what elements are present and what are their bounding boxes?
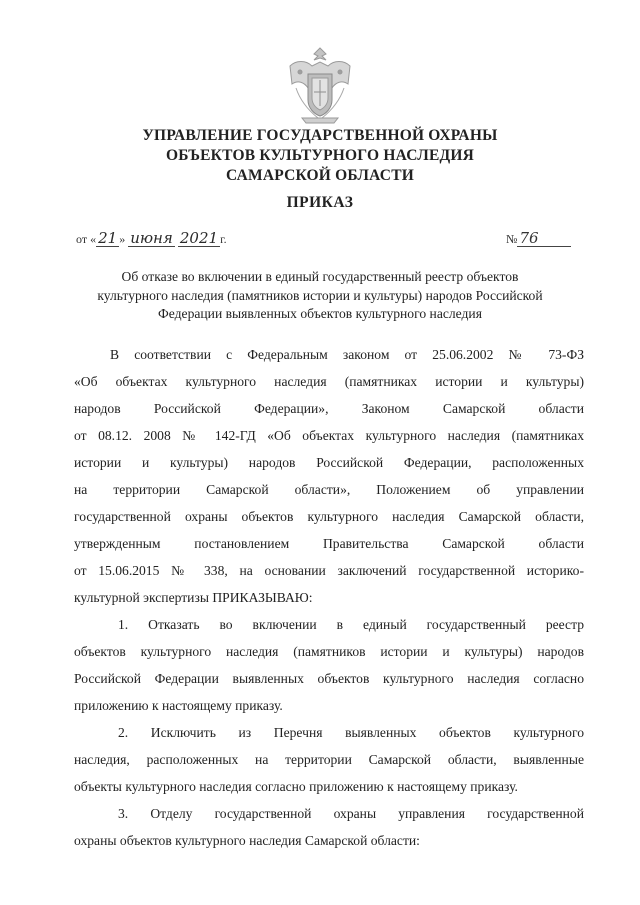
item-2-line: наследия, расположенных на территории Самарской области, выявленные bbox=[74, 752, 584, 767]
item-1-line: Российской Федерации выявленных объектов культурного наследия согласно bbox=[74, 671, 584, 686]
preamble-line: от 08.12. 2008 № 142-ГД «Об объектах культурного наследия (памятниках bbox=[74, 428, 584, 443]
date-day: 21 bbox=[98, 229, 118, 247]
order-number bbox=[506, 230, 571, 247]
preamble-line: государственной охраны объектов культурного наследия Самарской области, bbox=[74, 509, 584, 524]
order-date bbox=[76, 230, 227, 247]
number-prefix: № bbox=[506, 232, 518, 246]
preamble-line: от 15.06.2015 № 338, на основании заключений государственной историко- bbox=[74, 563, 584, 578]
order-item-1 bbox=[74, 611, 584, 719]
item-1-line: 1. Отказать во включении в единый государственный реестр bbox=[118, 617, 584, 632]
order-subject bbox=[60, 268, 580, 324]
preamble-line: народов Российской Федерации», Законом Самарской области bbox=[74, 401, 584, 416]
item-1-line: приложению к настоящему приказу. bbox=[74, 698, 283, 713]
preamble-line: «Об объектах культурного наследия (памятниках истории и культуры) bbox=[74, 374, 584, 389]
org-line-2: ОБЪЕКТОВ КУЛЬТУРНОГО НАСЛЕДИЯ bbox=[165, 147, 475, 164]
item-3-line: охраны объектов культурного наследия Самарской области: bbox=[74, 833, 420, 848]
date-year: 2021 bbox=[179, 229, 219, 247]
preamble-line: истории и культуры) народов Российской Федерации, расположенных bbox=[74, 455, 584, 470]
date-prefix: от « bbox=[76, 232, 97, 246]
organization-name bbox=[0, 126, 640, 186]
document-type-title: ПРИКАЗ bbox=[286, 194, 354, 211]
item-2-line: объекты культурного наследия согласно приложению к настоящему приказу. bbox=[74, 779, 518, 794]
preamble-line: В соответствии с Федеральным законом от 25.06.2002 № 73-ФЗ bbox=[110, 347, 584, 362]
item-3-line: 3. Отделу государственной охраны управления государственной bbox=[118, 806, 584, 821]
preamble-line: утвержденным постановлением Правительства Самарской области bbox=[74, 536, 584, 551]
item-1-line: объектов культурного наследия (памятников истории и культуры) народов bbox=[74, 644, 584, 659]
order-item-3 bbox=[74, 800, 584, 854]
org-line-3: САМАРСКОЙ ОБЛАСТИ bbox=[225, 167, 414, 184]
item-2-line: 2. Исключить из Перечня выявленных объектов культурного bbox=[118, 725, 584, 740]
subject-line-2: культурного наследия (памятников истории и культуры) народов Российской bbox=[97, 287, 543, 303]
preamble-line: культурной экспертизы ПРИКАЗЫВАЮ: bbox=[74, 590, 313, 605]
date-mid: » bbox=[119, 232, 126, 246]
subject-line-3: Федерации выявленных объектов культурного наследия bbox=[158, 306, 482, 322]
date-month: июня bbox=[130, 229, 173, 247]
preamble-paragraph bbox=[74, 341, 584, 611]
subject-line-1: Об отказе во включении в единый государственный реестр объектов bbox=[121, 269, 519, 284]
order-item-2 bbox=[74, 719, 584, 800]
org-line-1: УПРАВЛЕНИЕ ГОСУДАРСТВЕННОЙ ОХРАНЫ bbox=[142, 127, 498, 144]
date-suffix: г. bbox=[220, 232, 227, 246]
coat-of-arms-emblem bbox=[282, 44, 358, 126]
preamble-line: на территории Самарской области», Положением об управлении bbox=[74, 482, 584, 497]
order-body bbox=[74, 341, 584, 854]
number-value: 76 bbox=[517, 230, 571, 247]
